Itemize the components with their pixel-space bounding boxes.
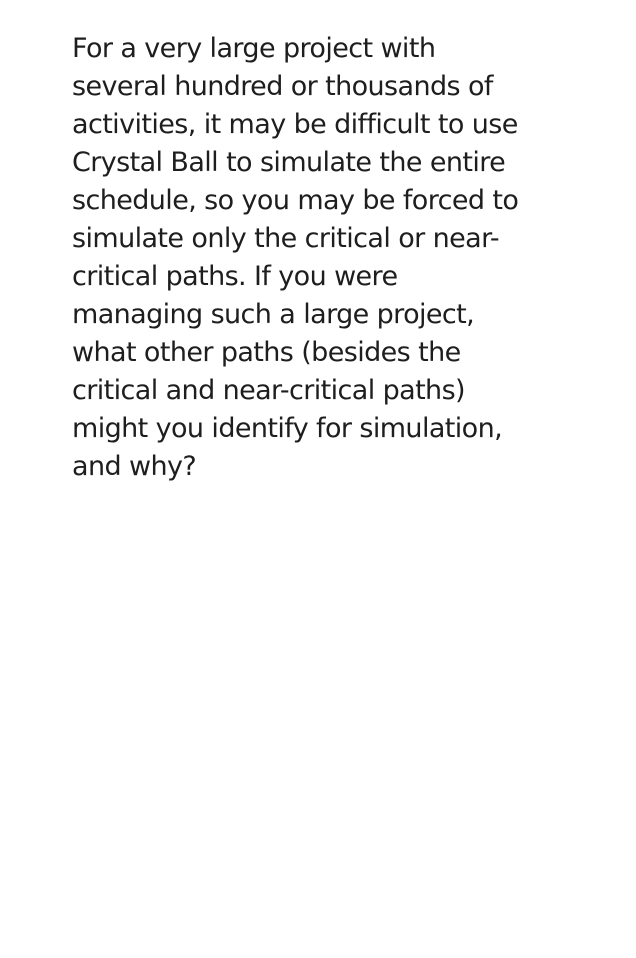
question-line: critical and near-critical paths) [72, 375, 465, 406]
question-line: critical paths. If you were [72, 261, 398, 292]
question-line: what other paths (besides the [72, 337, 461, 368]
question-line: schedule, so you may be forced to [72, 185, 519, 216]
question-line: and why? [72, 451, 197, 482]
question-text [72, 30, 572, 486]
question-line: simulate only the critical or near- [72, 223, 499, 254]
question-line: activities, it may be difficult to use [72, 109, 518, 140]
question-line: Crystal Ball to simulate the entire [72, 147, 506, 178]
question-line: might you identify for simulation, [72, 413, 503, 444]
question-line: managing such a large project, [72, 299, 475, 330]
question-line: several hundred or thousands of [72, 71, 493, 102]
question-line: For a very large project with [72, 33, 436, 64]
